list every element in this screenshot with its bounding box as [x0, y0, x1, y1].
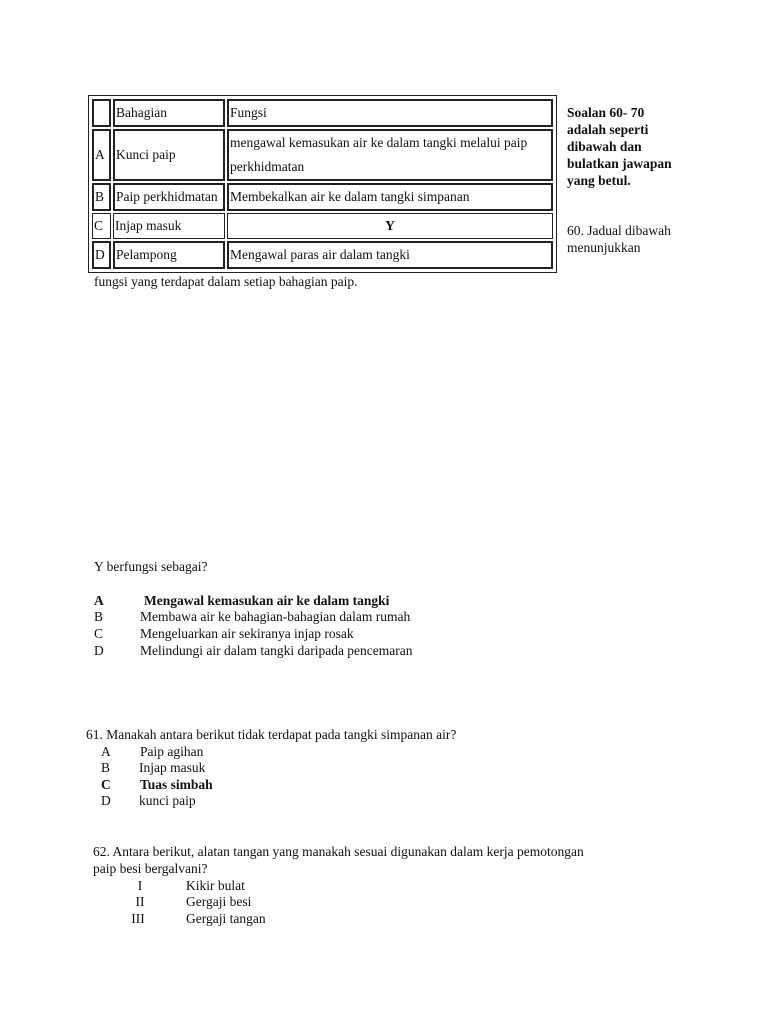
table-row	[92, 241, 553, 269]
parts-function-table	[88, 95, 557, 273]
row-letter: B	[92, 183, 111, 211]
row-part: Paip perkhidmatan	[113, 183, 225, 211]
row-function: Mengawal paras air dalam tangki	[227, 241, 553, 269]
option-letter: C	[94, 626, 104, 641]
q61-question: 61. Manakah antara berikut tidak terdapat pada tangki simpanan air?	[86, 727, 457, 742]
table-row	[92, 129, 553, 181]
table-header-letter	[92, 99, 111, 127]
item-numeral: III	[131, 911, 145, 926]
option-text: Mengeluarkan air sekiranya injap rosak	[140, 626, 354, 641]
row-letter: C	[92, 213, 111, 239]
instruction-text: Soalan 60- 70 adalah seperti dibawah dan bulatkan jawapan yang betul.	[567, 105, 672, 188]
option-text: Injap masuk	[139, 760, 206, 775]
table-row	[92, 183, 553, 211]
row-function: Y	[227, 213, 553, 239]
row-part: Kunci paip	[113, 129, 225, 181]
row-letter: D	[92, 241, 111, 269]
table-header-function: Fungsi	[227, 99, 553, 127]
q60-intro-text: 60. Jadual dibawah menunjukkan	[567, 223, 671, 255]
item-text: Kikir bulat	[186, 878, 245, 893]
option-text: Paip agihan	[140, 744, 204, 759]
table-row	[92, 213, 553, 239]
option-letter: D	[94, 643, 104, 658]
q60-intro-continuation: fungsi yang terdapat dalam setiap bahagian paip.	[94, 274, 358, 289]
row-function: mengawal kemasukan air ke dalam tangki melalui paip perkhidmatan	[227, 129, 553, 181]
item-text: Gergaji besi	[186, 894, 252, 909]
option-text: Melindungi air dalam tangki daripada pencemaran	[140, 643, 413, 658]
row-part: Pelampong	[113, 241, 225, 269]
option-text: Mengawal kemasukan air ke dalam tangki	[144, 593, 390, 608]
q62-question-line1: 62. Antara berikut, alatan tangan yang manakah sesuai digunakan dalam kerja pemotongan	[93, 844, 584, 859]
option-letter: A	[94, 593, 104, 608]
option-text: Tuas simbah	[140, 777, 213, 792]
table-header-row	[92, 99, 553, 127]
option-text: kunci paip	[139, 793, 196, 808]
row-function: Membekalkan air ke dalam tangki simpanan	[227, 183, 553, 211]
item-numeral: II	[135, 894, 145, 909]
option-text: Membawa air ke bahagian-bahagian dalam rumah	[140, 609, 411, 624]
option-letter: A	[101, 744, 111, 759]
option-letter: D	[101, 793, 111, 808]
option-letter: B	[101, 760, 111, 775]
table-header-part: Bahagian	[113, 99, 225, 127]
q60-question: Y berfungsi sebagai?	[94, 559, 208, 574]
row-letter: A	[92, 129, 111, 181]
row-part: Injap masuk	[113, 213, 225, 239]
item-numeral: I	[137, 878, 143, 893]
option-letter: C	[101, 777, 111, 792]
q62-question-line2: paip besi bergalvani?	[93, 861, 208, 876]
option-letter: B	[94, 609, 104, 624]
item-text: Gergaji tangan	[186, 911, 266, 926]
